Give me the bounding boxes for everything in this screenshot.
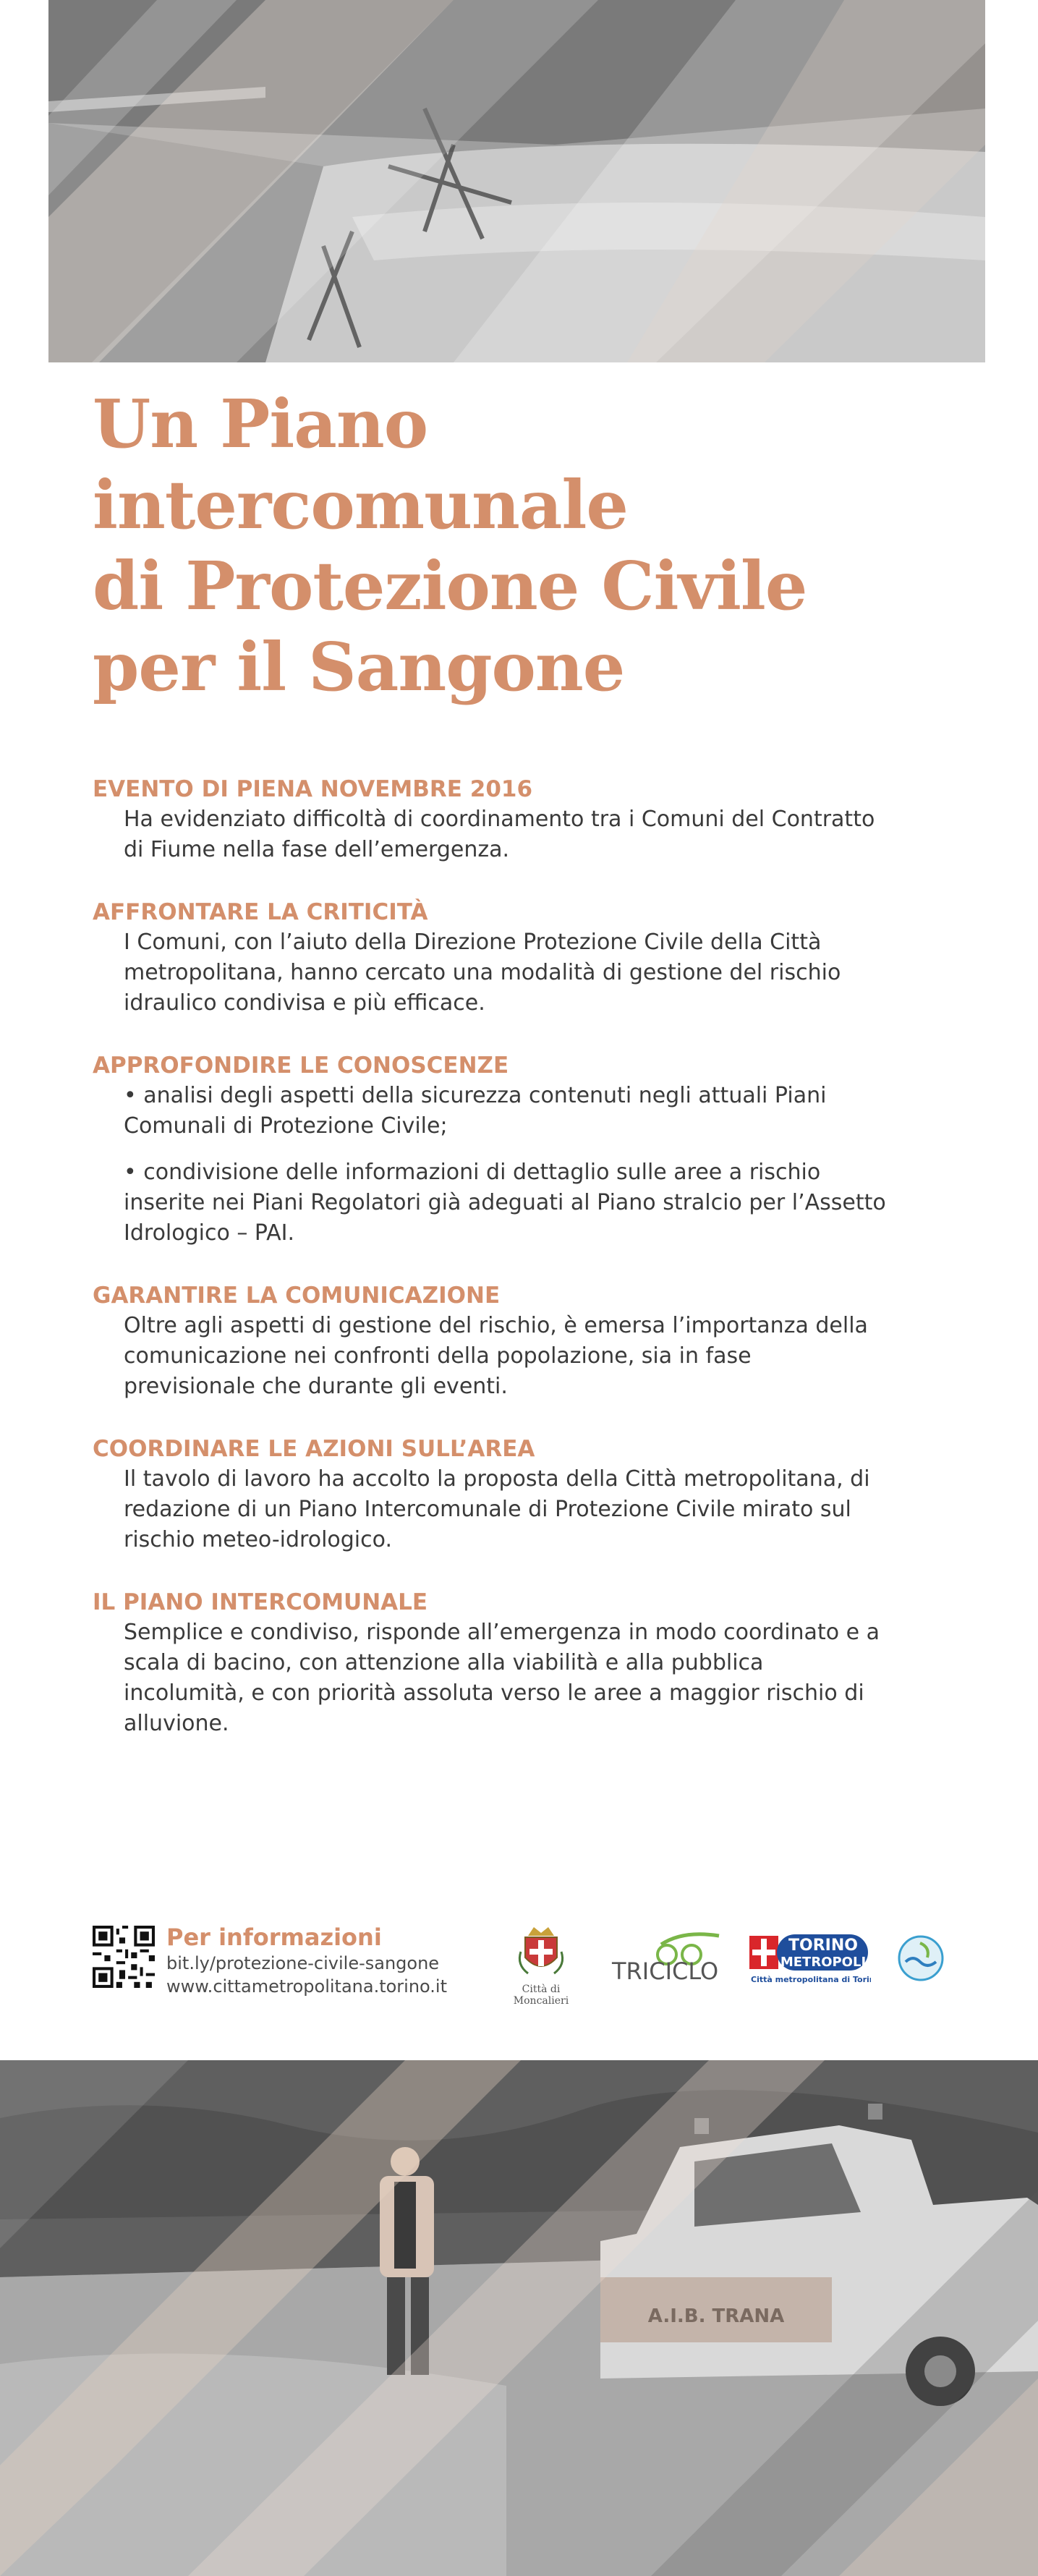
moncalieri-logo (506, 1923, 576, 2007)
section-conoscenze (93, 1050, 888, 1249)
section-coordinare (93, 1434, 888, 1555)
info-link-website[interactable]: www.cittametropolitana.torino.it (166, 1976, 448, 1997)
torino-subtitle: Città metropolitana di Torino (751, 1975, 871, 1984)
contratto-fiume-logo (896, 1933, 946, 1984)
title-line-1: Un Piano (93, 385, 428, 463)
footer-bar (93, 1923, 946, 2007)
section-evento (93, 774, 888, 865)
triciclo-wordmark: TRICICLO (612, 1957, 719, 1985)
section-piano (93, 1587, 888, 1739)
triciclo-logo (611, 1931, 726, 1989)
section-heading: GARANTIRE LA COMUNICAZIONE (93, 1283, 501, 1309)
info-link-bitly[interactable]: bit.ly/protezione-civile-sangone (166, 1953, 440, 1973)
moncalieri-caption-2: Moncalieri (513, 1995, 569, 2007)
title-line-2: intercomunale (93, 466, 628, 544)
torino-metropoli-logo (748, 1933, 871, 1986)
moncalieri-caption-1: Città di (522, 1984, 561, 1995)
section-paragraph: Ha evidenziato difficoltà di coordinamento tra i Comuni del Contratto di Fiume nella fase dell’emergenza. (124, 807, 875, 862)
poster-title (93, 383, 888, 707)
title-line-4: per il Sangone (93, 628, 625, 706)
section-paragraph: Semplice e condiviso, risponde all’emergenza in modo coordinato e a scala di bacino, con attenzione alla viabilità e alla pubblica incolumità, e con priorità assoluta verso le aree a maggior rischio di alluvione. (124, 1620, 880, 1736)
section-paragraph: Oltre agli aspetti di gestione del rischio, è emersa l’importanza della comunicazione nei confronti della popolazione, sia in fase previsionale che durante gli eventi. (124, 1313, 868, 1399)
section-heading: COORDINARE LE AZIONI SULL’AREA (93, 1436, 535, 1462)
river-contract-icon (896, 1933, 946, 1984)
section-paragraph: I Comuni, con l’aiuto della Direzione Protezione Civile della Città metropolitana, hanno cercato una modalità di gestione del rischio idraulico condivisa e più efficace. (124, 930, 841, 1016)
section-heading: AFFRONTARE LA CRITICITÀ (93, 899, 428, 925)
section-criticita (93, 897, 888, 1019)
section-heading: APPROFONDIRE LE CONOSCENZE (93, 1053, 509, 1079)
qr-code-icon[interactable] (93, 1926, 155, 1988)
title-line-3: di Protezione Civile (93, 547, 807, 625)
torino-wordmark: TORINO (788, 1937, 858, 1955)
info-title: Per informazioni (166, 1924, 382, 1951)
section-paragraph: Il tavolo di lavoro ha accolto la proposta della Città metropolitana, di redazione di un Piano Intercomunale di Protezione Civile mirato sul rischio meteo-idrologico. (124, 1466, 870, 1552)
content-sections (93, 774, 888, 1771)
section-heading: IL PIANO INTERCOMUNALE (93, 1589, 428, 1615)
moncalieri-crest-icon (506, 1923, 576, 1981)
section-bullet: • analisi degli aspetti della sicurezza contenuti negli attuali Piani Comunali di Protezione Civile; (124, 1083, 827, 1139)
section-bullet: • condivisione delle informazioni di dettaglio sulle aree a rischio inserite nei Piani Regolatori già adeguati al Piano stralcio per l’Assetto Idrologico – PAI. (124, 1160, 886, 1246)
vehicle-lettering: A.I.B. TRANA (647, 2305, 785, 2327)
metropoli-wordmark: METROPOLI (780, 1955, 867, 1970)
section-heading: EVENTO DI PIENA NOVEMBRE 2016 (93, 776, 533, 802)
section-comunicazione (93, 1280, 888, 1402)
info-block (166, 1923, 447, 1998)
top-flood-photo (48, 0, 985, 362)
bottom-field-photo (0, 2060, 1038, 2576)
